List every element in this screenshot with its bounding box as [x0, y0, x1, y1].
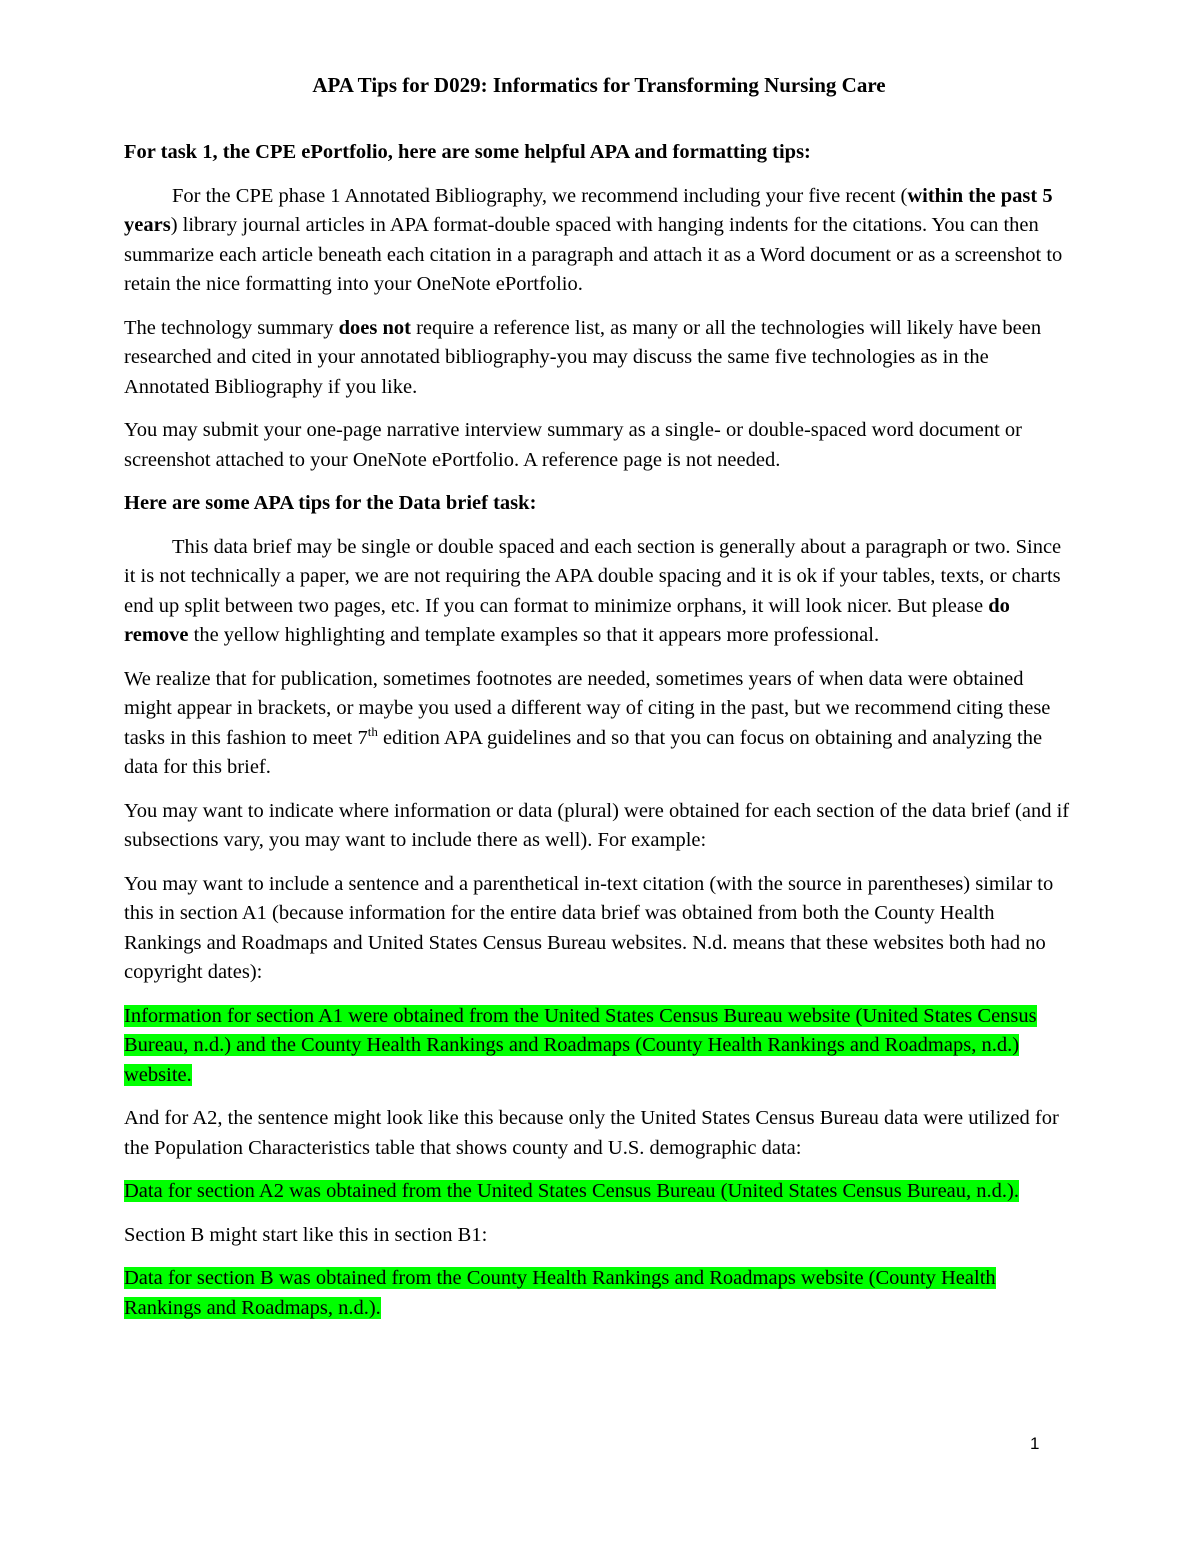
paragraph-annotated-bibliography	[124, 182, 1074, 300]
task1-heading: For task 1, the CPE ePortfolio, here are some helpful APA and formatting tips:	[124, 141, 811, 163]
databrief-heading: Here are some APA tips for the Data brief task:	[124, 492, 537, 514]
example-section-a1	[124, 1002, 1074, 1091]
para2-bold-text: does not	[338, 316, 411, 339]
para5-text-after: edition APA guidelines and so that you can focus on obtaining and analyzing the data for this brief.	[124, 726, 1043, 778]
document-body	[124, 70, 1074, 1337]
highlighted-example-a2: Data for section A2 was obtained from the United States Census Bureau (United States Census Bureau, n.d.).	[124, 1180, 1019, 1202]
para4-text-after: the yellow highlighting and template examples so that it appears more professional.	[188, 624, 880, 646]
para2-text-before: The technology summary	[124, 316, 339, 339]
para1-bold-text: within the past 5 years	[124, 184, 1053, 236]
para1-text-after: ) library journal articles in APA format-double spaced with hanging indents for the citations. You can then summarize each article beneath each citation in a paragraph and attach it as a Word document or as a screenshot to retain the nice formatting into your OneNote ePortfolio.	[124, 214, 1063, 295]
paragraph-interview-summary: You may submit your one-page narrative interview summary as a single- or double-spaced word document or screenshot attached to your OneNote ePortfolio. A reference page is not needed.	[124, 419, 1022, 471]
paragraph-data-brief-spacing	[124, 533, 1074, 651]
document-title: APA Tips for D029: Informatics for Transforming Nursing Care	[312, 73, 886, 97]
para4-bold-text: do remove	[124, 594, 1010, 646]
para5-superscript: th	[367, 723, 378, 739]
paragraph-technology-summary	[124, 314, 1074, 403]
para5-text-before: We realize that for publication, sometimes footnotes are needed, sometimes years of when data were obtained might appear in brackets, or maybe you used a different way of citing in the past, but we recommend citing these tasks in this fashion to meet 7	[124, 667, 1051, 749]
paragraph-section-b-intro: Section B might start like this in section B1:	[124, 1223, 488, 1246]
page-number: 1	[1030, 1434, 1040, 1453]
highlighted-example-a1: Information for section A1 were obtained from the United States Census Bureau website (United States Census Bureau, n.d.) and the County Health Rankings and Roadmaps (County Health Rankings and Roadmaps, n.d.) website.	[124, 1004, 1037, 1086]
para2-text-after: require a reference list, as many or all the technologies will likely have been researched and cited in your annotated bibliography-you may discuss the same five technologies as in the Annotated Bibliography if you like.	[124, 316, 1042, 398]
highlighted-example-b: Data for section B was obtained from the County Health Rankings and Roadmaps website (County Health Rankings and Roadmaps, n.d.).	[124, 1267, 996, 1319]
para1-text-before: For the CPE phase 1 Annotated Bibliography, we recommend including your five recent (	[172, 184, 908, 207]
para4-text-before: This data brief may be single or double spaced and each section is generally about a paragraph or two. Since it is not technically a paper, we are not requiring the APA double spacing and it is ok if your tables, texts, or charts end up split between two pages, etc. If you can format to minimize orphans, it will look nicer. But please	[124, 535, 1062, 617]
paragraph-publication-citing	[124, 665, 1074, 783]
paragraph-parenthetical-citation: You may want to include a sentence and a parenthetical in-text citation (with the source in parentheses) similar to this in section A1 (because information for the entire data brief was obtained from both the County Health Rankings and Roadmaps and United States Census Bureau websites. N.d. means that these websites both had no copyright dates):	[124, 872, 1054, 983]
paragraph-a2-intro: And for A2, the sentence might look like this because only the United States Census Bureau data were utilized for the Population Characteristics table that shows county and U.S. demographic data:	[124, 1107, 1059, 1159]
paragraph-indicate-data-source: You may want to indicate where information or data (plural) were obtained for each section of the data brief (and if subsections vary, you may want to include there as well). For example:	[124, 799, 1070, 851]
example-section-b	[124, 1264, 1074, 1323]
example-section-a2	[124, 1177, 1074, 1207]
